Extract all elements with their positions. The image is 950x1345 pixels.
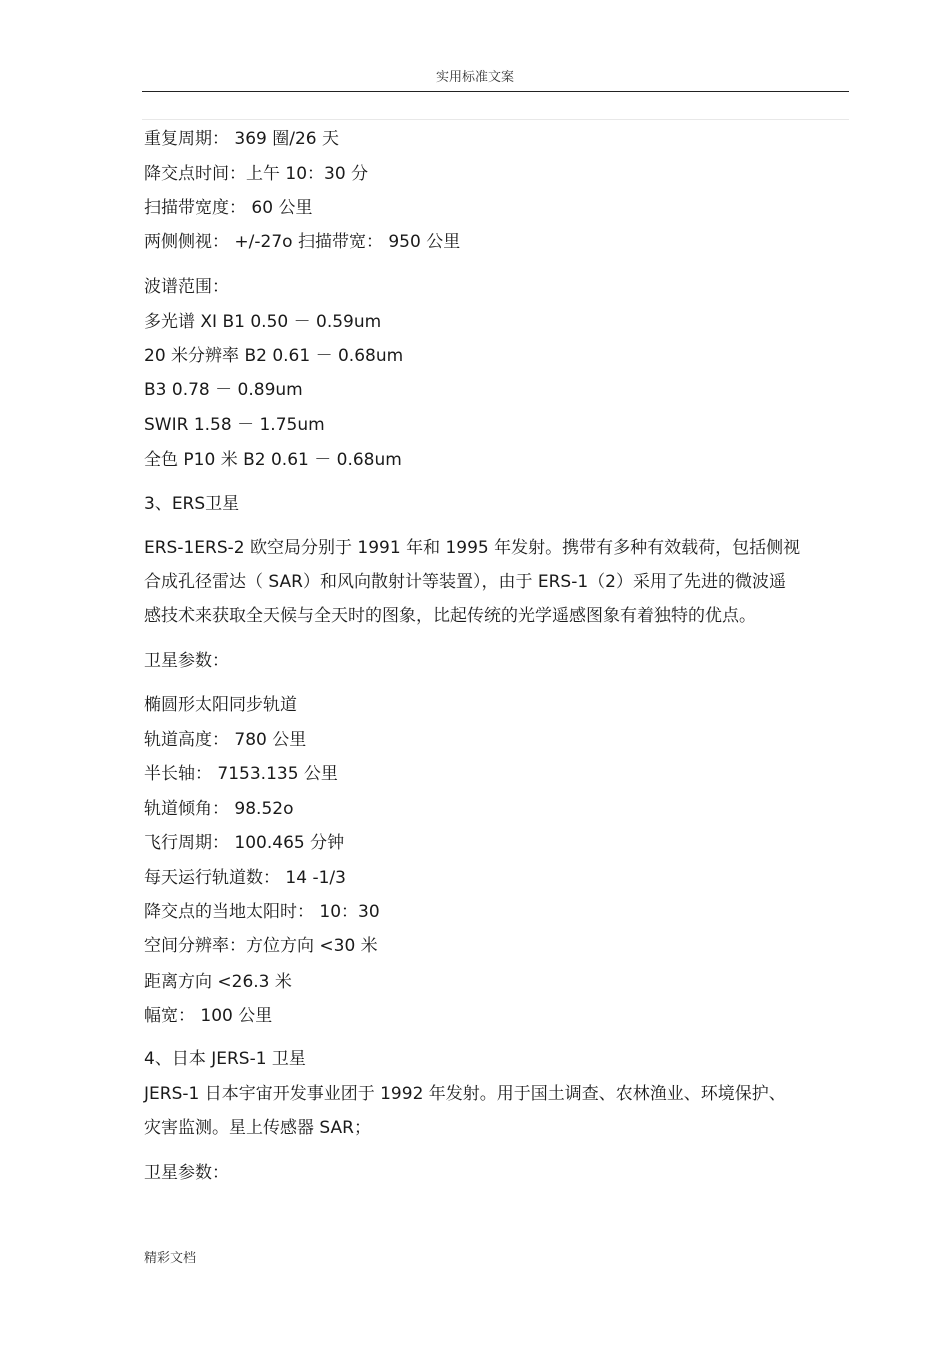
text-line: 波谱范围： xyxy=(144,277,229,297)
page-footer: 精彩文档 xyxy=(144,1251,197,1266)
page-header: 实用标准文案 xyxy=(435,70,514,85)
text-line: 降交点时间：上午 10：30 分 xyxy=(144,164,369,184)
text-line: 距离方向 <26.3 米 xyxy=(144,972,292,992)
text-line: SWIR 1.58 － 1.75um xyxy=(144,415,325,435)
text-line: 全色 P10 米 B2 0.61 － 0.68um xyxy=(144,450,402,470)
paragraph-line: JERS-1 日本宇宙开发事业团于 1992 年发射。用于国土调查、农林渔业、环境保护、 xyxy=(144,1084,786,1104)
text-line: 多光谱 XI B1 0.50 － 0.59um xyxy=(144,312,382,332)
paragraph-line: 感技术来获取全天候与全天时的图象，比起传统的光学遥感图象有着独特的优点。 xyxy=(144,606,756,626)
text-line: 椭圆形太阳同步轨道 xyxy=(144,695,297,715)
header-rule xyxy=(142,91,849,92)
text-line: 卫星参数： xyxy=(144,1163,229,1183)
text-line: 20 米分辨率 B2 0.61 － 0.68um xyxy=(144,346,404,366)
section-heading: 3、ERS卫星 xyxy=(144,494,240,514)
text-line: 半长轴： 7153.135 公里 xyxy=(144,764,338,784)
section-heading: 4、日本 JERS-1 卫星 xyxy=(144,1049,306,1069)
text-line: 每天运行轨道数： 14 -1/3 xyxy=(144,868,346,888)
text-line: 轨道倾角： 98.52o xyxy=(144,799,294,819)
text-line: 飞行周期： 100.465 分钟 xyxy=(144,833,345,853)
text-line: 幅宽： 100 公里 xyxy=(144,1006,273,1026)
text-line: 空间分辨率：方位方向 <30 米 xyxy=(144,936,378,956)
content-top-rule xyxy=(142,119,849,120)
text-line: 重复周期： 369 圈/26 天 xyxy=(144,129,340,149)
text-line: 轨道高度： 780 公里 xyxy=(144,730,307,750)
text-line: 降交点的当地太阳时： 10：30 xyxy=(144,902,380,922)
paragraph-line: 灾害监测。星上传感器 SAR； xyxy=(144,1118,371,1138)
paragraph-line: 合成孔径雷达（ SAR）和风向散射计等装置），由于 ERS-1（2）采用了先进的微波遥 xyxy=(144,572,786,592)
text-line: 扫描带宽度： 60 公里 xyxy=(144,198,313,218)
paragraph-line: ERS-1ERS-2 欧空局分别于 1991 年和 1995 年发射。携带有多种有效载荷，包括侧视 xyxy=(144,538,801,558)
text-line: 两侧侧视： +/-27o 扫描带宽： 950 公里 xyxy=(144,232,461,252)
text-line: 卫星参数： xyxy=(144,651,229,671)
text-line: B3 0.78 － 0.89um xyxy=(144,380,303,400)
